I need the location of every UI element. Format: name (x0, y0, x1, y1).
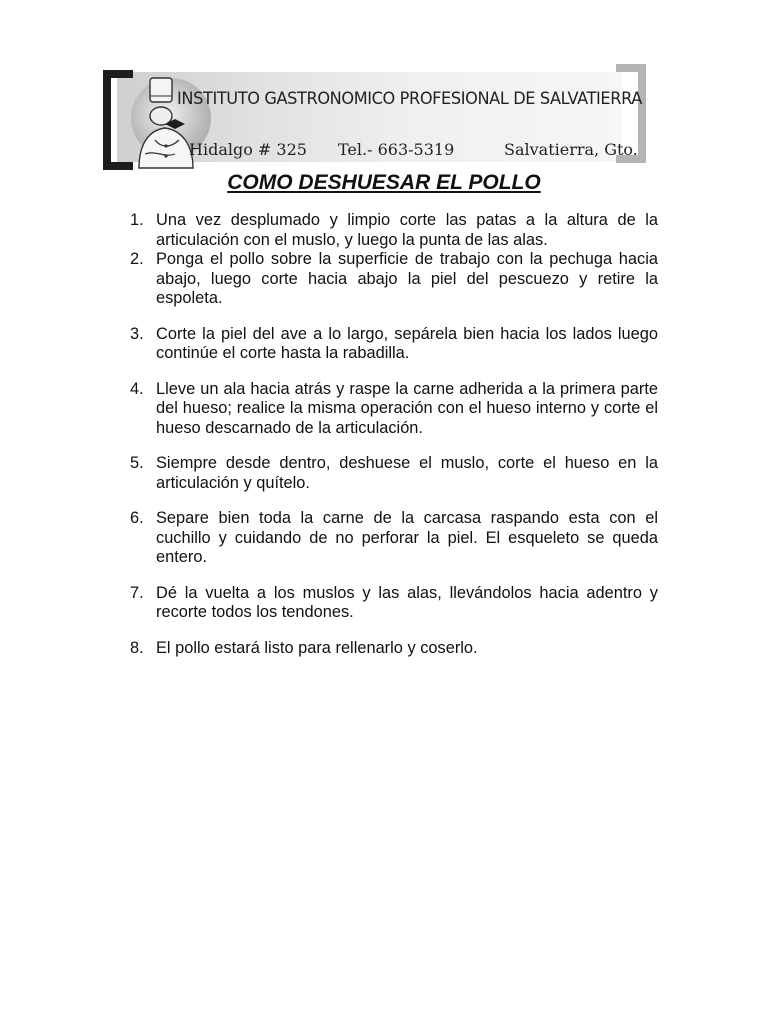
institute-city: Salvatierra, Gto. (504, 140, 638, 159)
step-text: Lleve un ala hacia atrás y raspe la carne adherida a la primera parte del hueso; realice la misma operación con el hueso interno y corte el hueso descarnado de la articulación. (156, 379, 658, 437)
document-title: COMO DESHUESAR EL POLLO (227, 171, 541, 194)
step-number: 8. (130, 638, 144, 657)
letterhead-contact-row (103, 140, 646, 162)
step-item-1 (130, 211, 658, 250)
step-number: 7. (130, 583, 144, 602)
step-item-6 (130, 509, 658, 568)
step-item-7 (130, 584, 658, 623)
step-text: Ponga el pollo sobre la superficie de trabajo con la pechuga hacia abajo, luego corte hacia abajo la piel del pescuezo y retire la espoleta. (156, 250, 658, 307)
step-item-8 (130, 639, 658, 659)
step-text: El pollo estará listo para rellenarlo y coserlo. (156, 638, 478, 657)
step-number: 5. (130, 454, 144, 472)
step-text: Corte la piel del ave a lo largo, sepárela bien hacia los lados luego continúe el corte hasta la rabadilla. (156, 324, 658, 362)
step-text: Siempre desde dentro, deshuese el muslo, corte el hueso en la articulación y quítelo. (156, 454, 658, 492)
step-number: 1. (130, 211, 144, 229)
step-number: 6. (130, 509, 144, 527)
institute-phone: Tel.- 663-5319 (338, 140, 455, 159)
step-text: Una vez desplumado y limpio corte las patas a la altura de la articulación con el muslo, y luego la punta de las alas. (156, 211, 658, 249)
institute-address: Hidalgo # 325 (189, 140, 307, 159)
step-item-3 (130, 325, 658, 364)
step-item-4 (130, 380, 658, 439)
step-number: 4. (130, 379, 144, 398)
institute-name: INSTITUTO GASTRONOMICO PROFESIONAL DE SALVATIERRA (177, 89, 642, 108)
step-item-5 (130, 454, 658, 493)
step-text: Separe bien toda la carne de la carcasa raspando esta con el cuchillo y cuidando de no perforar la piel. El esqueleto se queda entero. (156, 509, 658, 566)
step-text: Dé la vuelta a los muslos y las alas, llevándolos hacia adentro y recorte todos los tendones. (156, 583, 658, 621)
step-number: 2. (130, 250, 144, 268)
letterhead (103, 64, 646, 171)
step-item-2 (130, 250, 658, 309)
step-number: 3. (130, 324, 144, 343)
steps-list (130, 211, 658, 658)
